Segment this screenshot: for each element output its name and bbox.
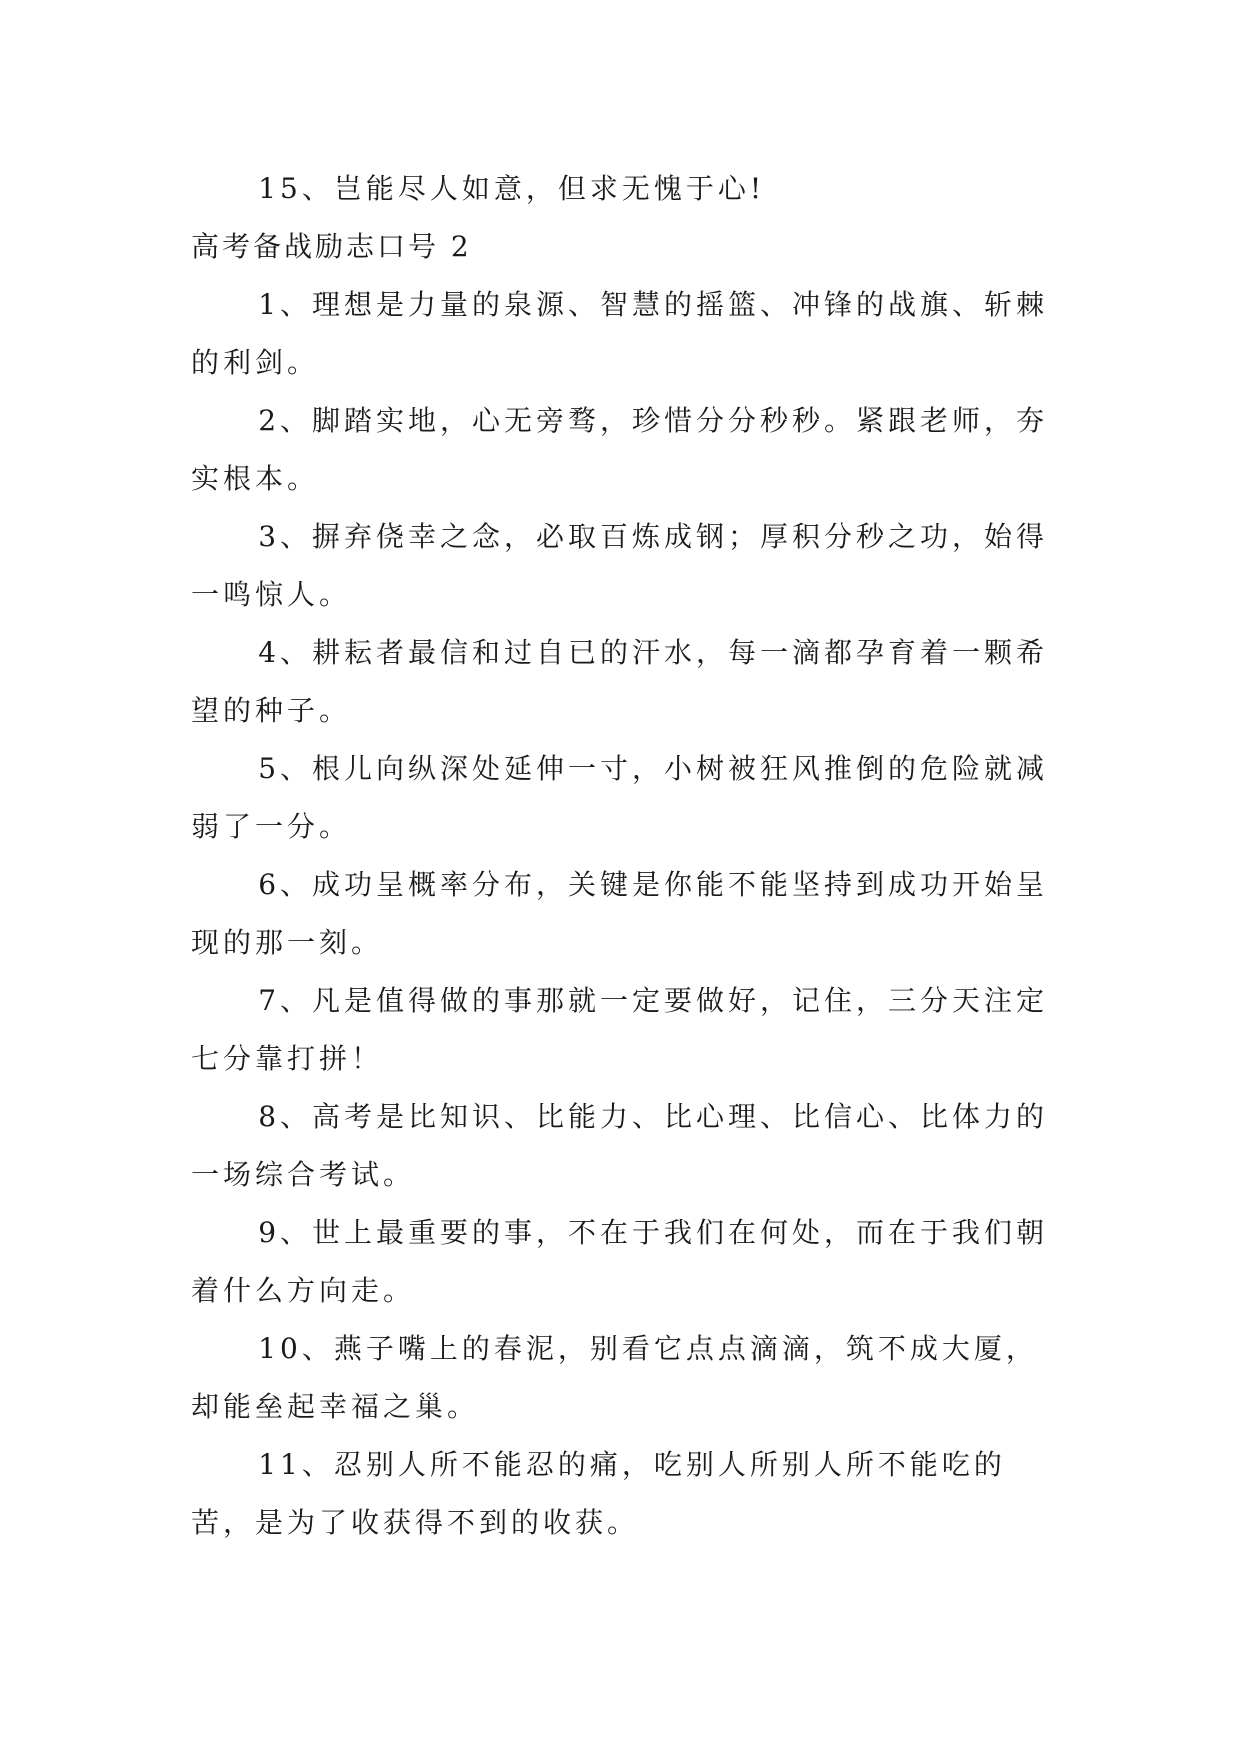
section-title: 高考备战励志口号 2 (191, 230, 472, 263)
slogan-item: 4、耕耘者最信和过自已的汗水，每一滴都孕育着一颗希望的种子。 (191, 636, 1049, 727)
slogan-item: 2、脚踏实地，心无旁骛，珍惜分分秒秒。紧跟老师，夯实根本。 (191, 404, 1049, 495)
slogan-item: 6、成功呈概率分布，关键是你能不能坚持到成功开始呈现的那一刻。 (191, 868, 1049, 959)
slogan-item: 8、高考是比知识、比能力、比心理、比信心、比体力的一场综合考试。 (191, 1100, 1049, 1191)
document-body (191, 160, 1051, 1552)
slogan-item: 5、根儿向纵深处延伸一寸，小树被狂风推倒的危险就减弱了一分。 (191, 752, 1049, 843)
slogan-item: 3、摒弃侥幸之念，必取百炼成钢；厚积分秒之功，始得一鸣惊人。 (191, 520, 1049, 611)
slogan-item-15: 15、岂能尽人如意，但求无愧于心! (258, 172, 766, 205)
slogan-item: 11、忍别人所不能忍的痛，吃别人所别人所不能吃的苦，是为了收获得不到的收获。 (191, 1448, 1006, 1539)
slogan-item: 9、世上最重要的事，不在于我们在何处，而在于我们朝着什么方向走。 (191, 1216, 1049, 1307)
slogan-item: 10、燕子嘴上的春泥，别看它点点滴滴，筑不成大厦，却能垒起幸福之巢。 (191, 1332, 1038, 1423)
slogan-item: 7、凡是值得做的事那就一定要做好，记住，三分天注定七分靠打拼！ (191, 984, 1049, 1075)
slogan-item: 1、理想是力量的泉源、智慧的摇篮、冲锋的战旗、斩棘的利剑。 (191, 288, 1049, 379)
